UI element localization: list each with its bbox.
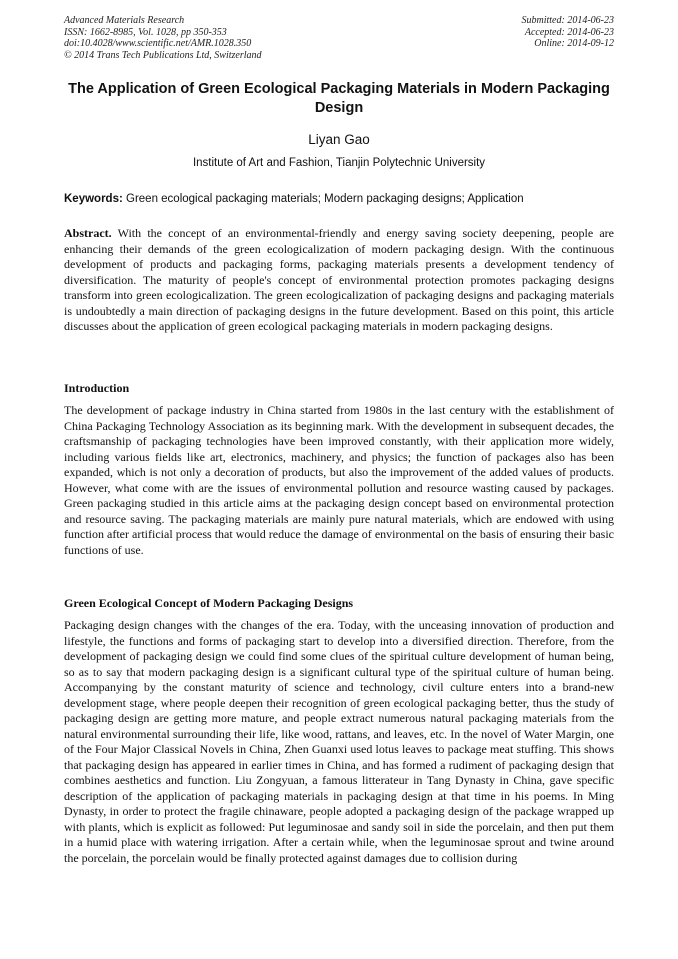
copyright-line: © 2014 Trans Tech Publications Ltd, Switzerland: [64, 49, 262, 61]
publication-info: [64, 15, 262, 61]
accepted-date: Accepted: 2014-06-23: [524, 26, 614, 38]
keywords-label: Keywords:: [64, 193, 123, 205]
journal-name: Advanced Materials Research: [64, 15, 185, 26]
publication-dates: [522, 15, 615, 50]
section-heading-green-ecological-concept: Green Ecological Concept of Modern Packaging Designs: [64, 596, 354, 610]
author-name: Liyan Gao: [308, 132, 370, 147]
author-affiliation: Institute of Art and Fashion, Tianjin Polytechnic University: [192, 157, 486, 169]
section-paragraph-introduction: The development of package industry in China started from 1980s in the last century with the establishment of China Packaging Technology Association as its beginning mark. With the development in subsequent decades, the craftsmanship of packaging technologies have been improved constantly, with their application more widely, including various fields like art, electronics, machinery, and physics; the function of packages also has been expanded, which is not only a decoration of products, but also the improvement of the added values of products. However, what come with are the issues of environmental pollution and resource wasting caused by packages. Green packaging studied in this article aims at the packaging design concept based on environmental protection and resource saving. The packaging materials are mainly pure natural materials, which are endowed with using function after artificial process that would reduce the damage of environmental on the basis of ensuring their basic functions of use.: [64, 403, 614, 557]
submitted-date: Submitted: 2014-06-23: [521, 15, 614, 26]
abstract: [64, 226, 614, 335]
issn-line: ISSN: 1662-8985, Vol. 1028, pp 350-353: [64, 26, 227, 38]
section-paragraph-green-ecological-concept: Packaging design changes with the changes of the era. Today, with the unceasing innovation of production and lifestyle, the functions and forms of packaging start to develop into a diversified direction. Therefore, from the development of packaging design we could find some clues of the spiritual culture development of human being, so as to say that modern packaging design is a significant cultural type of the spiritual culture of human being. Accompanying by the constant maturity of science and technology, civil culture enters into a brand-new development stage, where people deepen their recognition of green ecological packaging better, thus the study of packaging design are getting more mature, and people extract numerous natural packaging materials from the natural environmental surrounding their life, like wood, rattans, and leaves, etc. In the novel of Water Margin, one of the Four Major Classical Novels in China, Zhen Guanxi used lotus leaves to package meat stuffing. This shows that packaging design has appeared in earlier times in China, and has formed a rudiment of packaging design that combines aesthetics and function. Liu Zongyuan, a famous litterateur in Tang Dynasty in China, gave specific description of the application of packaging materials in packaging design at that time in his poems. In Ming Dynasty, in order to protect the fragile chinaware, people adopted a packaging design of the package wrapped up with plants, which is explicit as followed: Put leguminosae and sandy soil in side the porcelain, and then put them in a humid place with watering irrigation. After a certain while, when the leguminosae sprout and twine around the porcelain, the porcelain would be finally protected against damages due to collision during: [64, 618, 614, 865]
doi-line: doi:10.4028/www.scientific.net/AMR.1028.350: [64, 38, 252, 49]
paper-title: The Application of Green Ecological Packaging Materials in Modern Packaging Design: [68, 81, 610, 116]
abstract-text: With the concept of an environmental-friendly and energy saving society deepening, people are enhancing their demands of the green ecologicalization of modern packaging design. With the continuous development of products and packaging forms, packaging materials presents a development tendency of diversification. The maturity of people's concept of environmental protection promotes packaging designs transform into green ecologicalization. The green ecologicalization of packaging designs and packaging materials is undoubtedly a main direction of packaging designs in the future development. Based on this point, this article discusses about the application of green ecological packaging materials in modern packaging designs.: [64, 226, 614, 333]
abstract-label: Abstract.: [64, 226, 112, 240]
keywords-text: Green ecological packaging materials; Modern packaging designs; Application: [126, 193, 524, 205]
keywords: [64, 192, 614, 206]
section-heading-introduction: Introduction: [64, 381, 130, 395]
online-date: Online: 2014-09-12: [534, 38, 614, 49]
